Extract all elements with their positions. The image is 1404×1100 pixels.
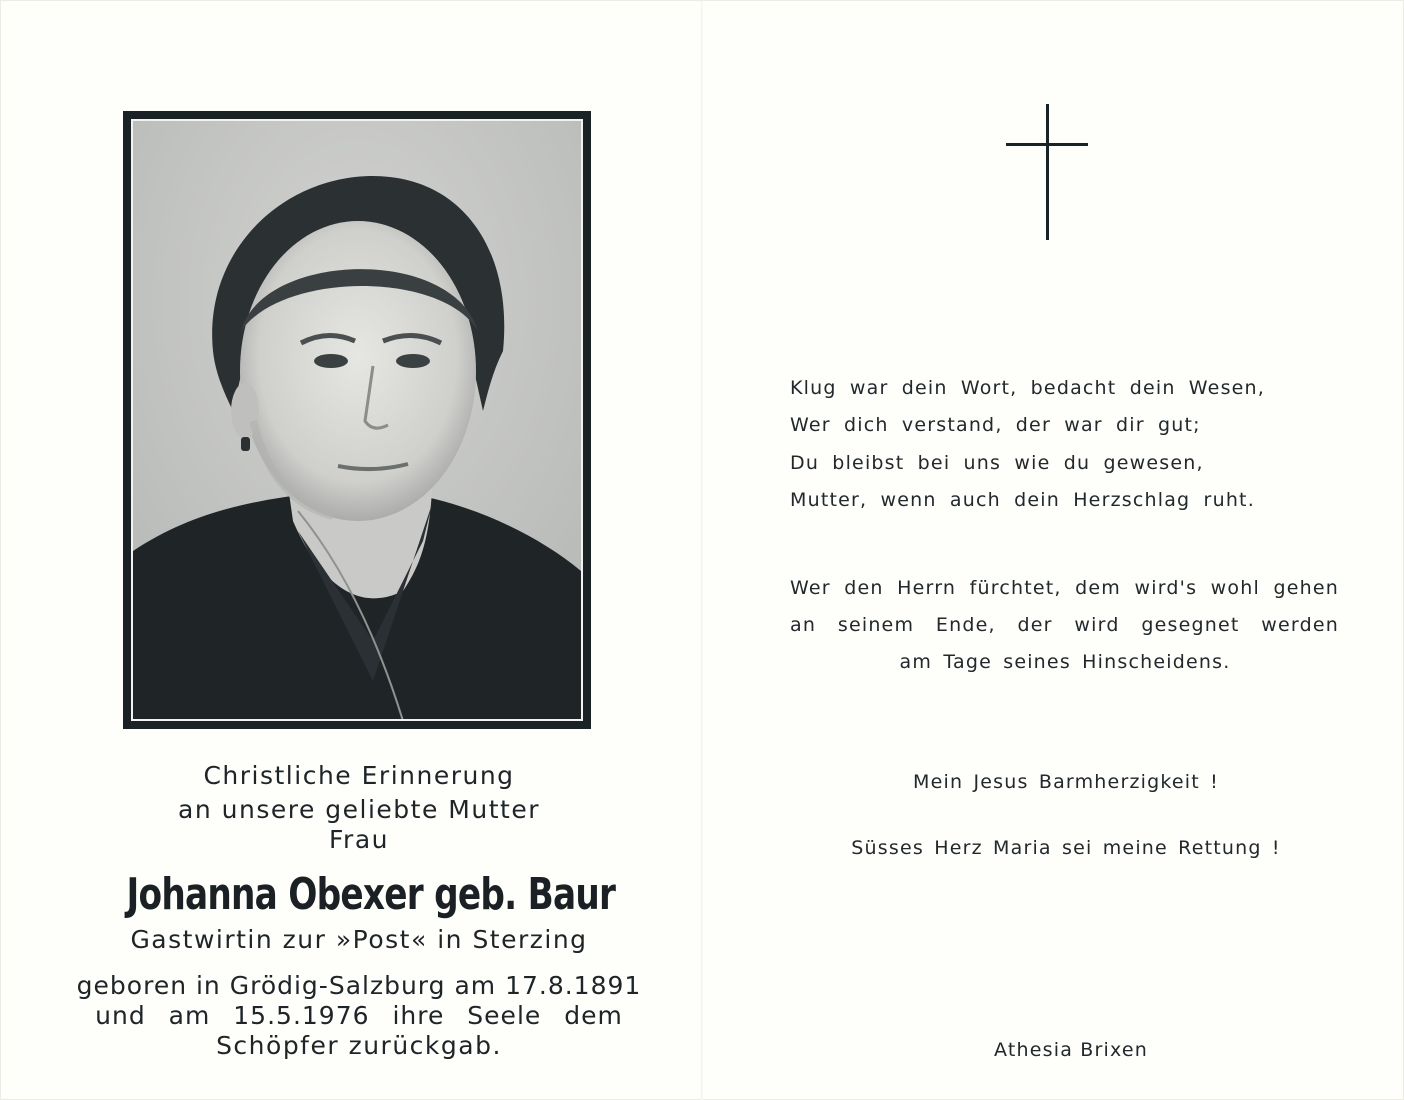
poem-line-1: Klug war dein Wort, bedacht dein Wesen, [790, 377, 1266, 399]
printer-credit: Athesia Brixen [993, 1039, 1149, 1061]
deceased-name: Johanna Obexer geb. Baur [126, 869, 616, 920]
remembrance-line-3: Frau [328, 825, 389, 854]
portrait-frame [123, 111, 591, 729]
portrait-photo [131, 119, 583, 721]
verse-line-1: Wer den Herrn fürchtet, dem wird's wohl gehen [790, 577, 1339, 599]
prayer-1: Mein Jesus Barmherzigkeit ! [913, 771, 1219, 793]
card-fold [701, 1, 703, 1100]
occupation: Gastwirtin zur »Post« in Sterzing [130, 925, 588, 954]
poem-line-3: Du bleibst bei uns wie du gewesen, [790, 452, 1204, 474]
death-line: und am 15.5.1976 ihre Seele dem [95, 1001, 623, 1030]
verse-line-2: an seinem Ende, der wird gesegnet werden [790, 614, 1339, 636]
portrait-image [133, 121, 581, 719]
verse-line-3: am Tage seines Hinscheidens. [899, 651, 1231, 673]
birth-line: geboren in Grödig-Salzburg am 17.8.1891 [76, 971, 642, 1000]
poem-line-2: Wer dich verstand, der war dir gut; [790, 414, 1201, 436]
remembrance-line-1: Christliche Erinnerung [203, 761, 515, 790]
prayer-2: Süsses Herz Maria sei meine Rettung ! [851, 837, 1281, 859]
death-line-end: Schöpfer zurückgab. [216, 1031, 502, 1060]
remembrance-line-2: an unsere geliebte Mutter [178, 795, 540, 824]
poem-line-4: Mutter, wenn auch dein Herzschlag ruht. [790, 489, 1255, 511]
